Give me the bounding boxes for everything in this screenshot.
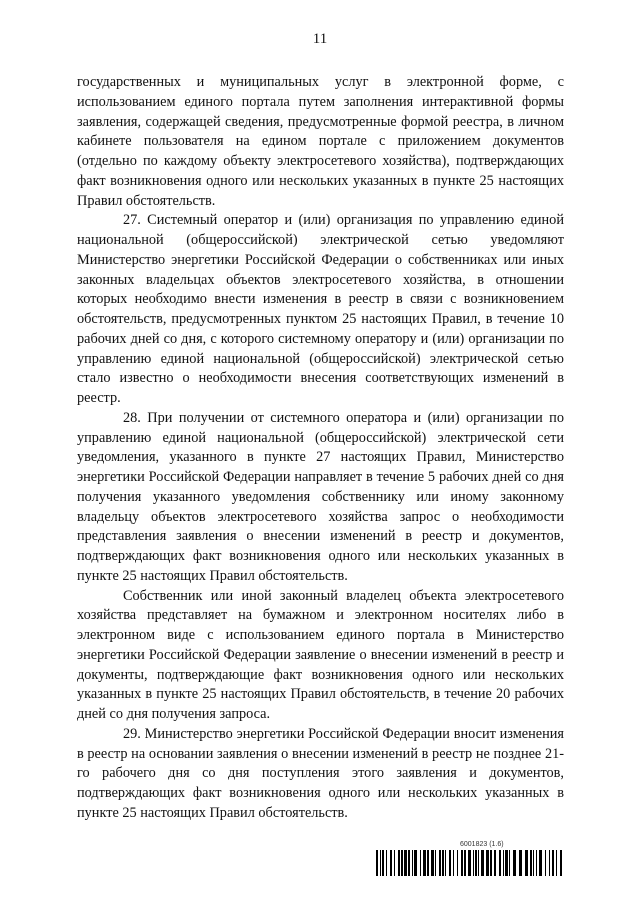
barcode-image	[376, 850, 564, 876]
document-code: 6001823 (1.6)	[460, 841, 504, 848]
paragraph-28-owner: Собственник или иной законный владелец объекта электросетевого хозяйства представляет на бумажном и электронном носителях либо в электронном виде с использованием единого портала в Министерство энергетики Российской Федерации заявление о внесении изменений в реестр и документы, подтверждающие факт возникновения одного или нескольких указанных в пункте 25 настоящих Правил обстоятельств, в течение 20 рабочих дней со дня получения запроса.	[77, 587, 564, 722]
paragraph-29: 29. Министерство энергетики Российской Федерации вносит изменения в реестр на основании заявления о внесении изменений в реестр не позднее 21-го рабочего дня со дня поступления этого заявления и документов, подтверждающих факт возникновения одного или нескольких указанных в пункте 25 настоящих Правил обстоятельств.	[77, 725, 564, 821]
document-body	[77, 73, 564, 824]
page-number: 11	[312, 31, 328, 47]
paragraph-28: 28. При получении от системного оператора и (или) организации по управлению единой национальной (общероссийской) электрической сети уведомления, указанного в пункте 27 настоящих Правил, Министерство энергетики Российской Федерации направляет в течение 5 рабочих дней со дня получения указанного уведомления собственнику или иному законному владельцу объектов электросетевого хозяйства запрос о необходимости представления заявления о внесении изменений в реестр и документов, подтверждающих факт возникновения одного или нескольких указанных в пункте 25 настоящих Правил обстоятельств.	[77, 409, 564, 584]
paragraph-26-continuation: государственных и муниципальных услуг в электронной форме, с использованием единого портала путем заполнения интерактивной формы заявления, содержащей сведения, предусмотренные формой реестра, в личном кабинете пользователя на едином портале с приложением документов (отдельно по каждому объекту электросетевого хозяйства), подтверждающих факт возникновения одного или нескольких указанных в пункте 25 настоящих Правил обстоятельств.	[77, 74, 564, 209]
paragraph-27: 27. Системный оператор и (или) организация по управлению единой национальной (общероссийской) электрической сетью уведомляют Министерство энергетики Российской Федерации о собственниках или иных законных владельцах объектов электросетевого хозяйства, в отношении которых необходимо внести изменения в реестр в связи с возникновением обстоятельств, предусмотренных пунктом 25 настоящих Правил, в течение 10 рабочих дней со дня, с которого системному оператору и (или) организации по управлению единой национальной (общероссийской) электрической сетью стало известно о необходимости внесения соответствующих изменений в реестр.	[77, 212, 564, 406]
